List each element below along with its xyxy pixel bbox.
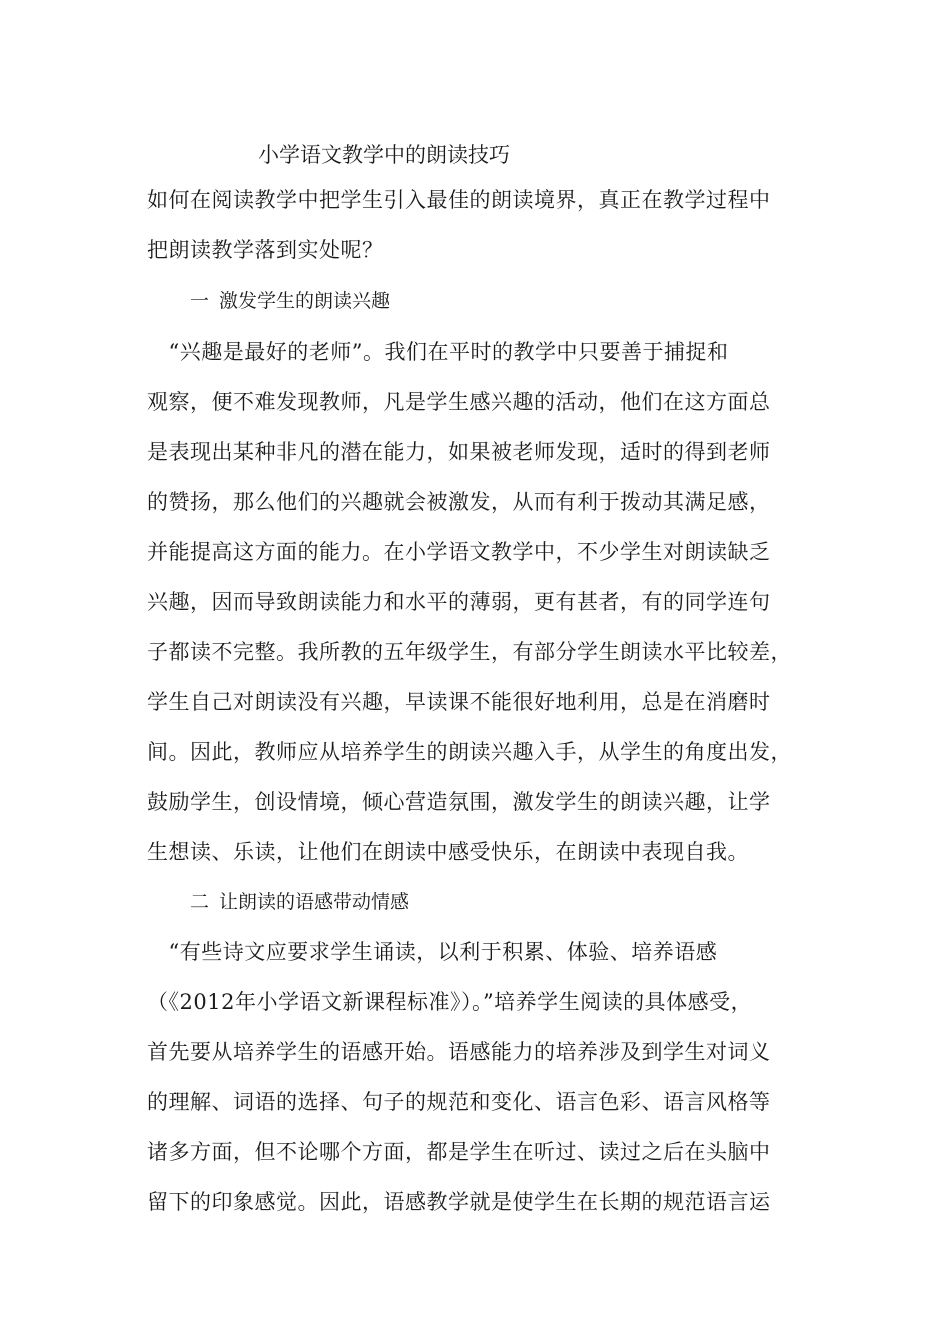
paragraph-line: 鼓励学生，创设情境，倾心营造氛围，激发学生的朗读兴趣，让学 — [147, 790, 771, 814]
paragraph-line: 生想读、乐读，让他们在朗读中感受快乐，在朗读中表现自我。 — [147, 840, 749, 864]
paragraph-line: 学生自己对朗读没有兴趣，早读课不能很好地利用，总是在消磨时 — [147, 690, 771, 714]
intro-line: 如何在阅读教学中把学生引入最佳的朗读境界，真正在教学过程中 — [147, 188, 771, 212]
paragraph-line: 首先要从培养学生的语感开始。语感能力的培养涉及到学生对词义 — [147, 1040, 771, 1064]
paragraph-line: （《2012年小学语文新课程标准》）。”培养学生阅读的具体感受， — [147, 990, 753, 1014]
paragraph-line: 间。因此，教师应从培养学生的朗读兴趣入手，从学生的角度出发， — [147, 740, 792, 764]
paragraph-line: 的理解、词语的选择、句子的规范和变化、语言色彩、语言风格等 — [147, 1090, 771, 1114]
document-title: 小学语文教学中的朗读技巧 — [258, 143, 510, 167]
paragraph-line: 观察，便不难发现教师，凡是学生感兴趣的活动，他们在这方面总 — [147, 390, 771, 414]
paragraph-line: 诸多方面，但不论哪个方面，都是学生在听过、读过之后在头脑中 — [147, 1140, 771, 1164]
paragraph-line: 并能提高这方面的能力。在小学语文教学中，不少学生对朗读缺乏 — [147, 540, 771, 564]
paragraph-line: 留下的印象感觉。因此，语感教学就是使学生在长期的规范语言运 — [147, 1190, 771, 1214]
paragraph-line: 是表现出某种非凡的潜在能力，如果被老师发现，适时的得到老师 — [147, 440, 771, 464]
paragraph-line: 的赞扬，那么他们的兴趣就会被激发，从而有利于拨动其满足感， — [147, 490, 771, 514]
paragraph-line: “兴趣是最好的老师”。我们在平时的教学中只要善于捕捉和 — [147, 340, 729, 364]
section-number: 一 — [190, 290, 210, 312]
intro-line: 把朗读教学落到实处呢？ — [147, 238, 384, 262]
section-heading-1 — [190, 286, 390, 316]
section-heading-text: 让朗读的语感带动情感 — [219, 891, 410, 913]
paragraph-line: “有些诗文应要求学生诵读，以利于积累、体验、培养语感 — [147, 940, 718, 964]
section-heading-text: 激发学生的朗读兴趣 — [219, 290, 391, 312]
section-number: 二 — [190, 891, 210, 913]
paragraph-line: 兴趣，因而导致朗读能力和水平的薄弱，更有甚者，有的同学连句 — [147, 590, 771, 614]
paragraph-line: 子都读不完整。我所教的五年级学生，有部分学生朗读水平比较差， — [147, 640, 792, 664]
section-heading-2 — [190, 887, 409, 917]
